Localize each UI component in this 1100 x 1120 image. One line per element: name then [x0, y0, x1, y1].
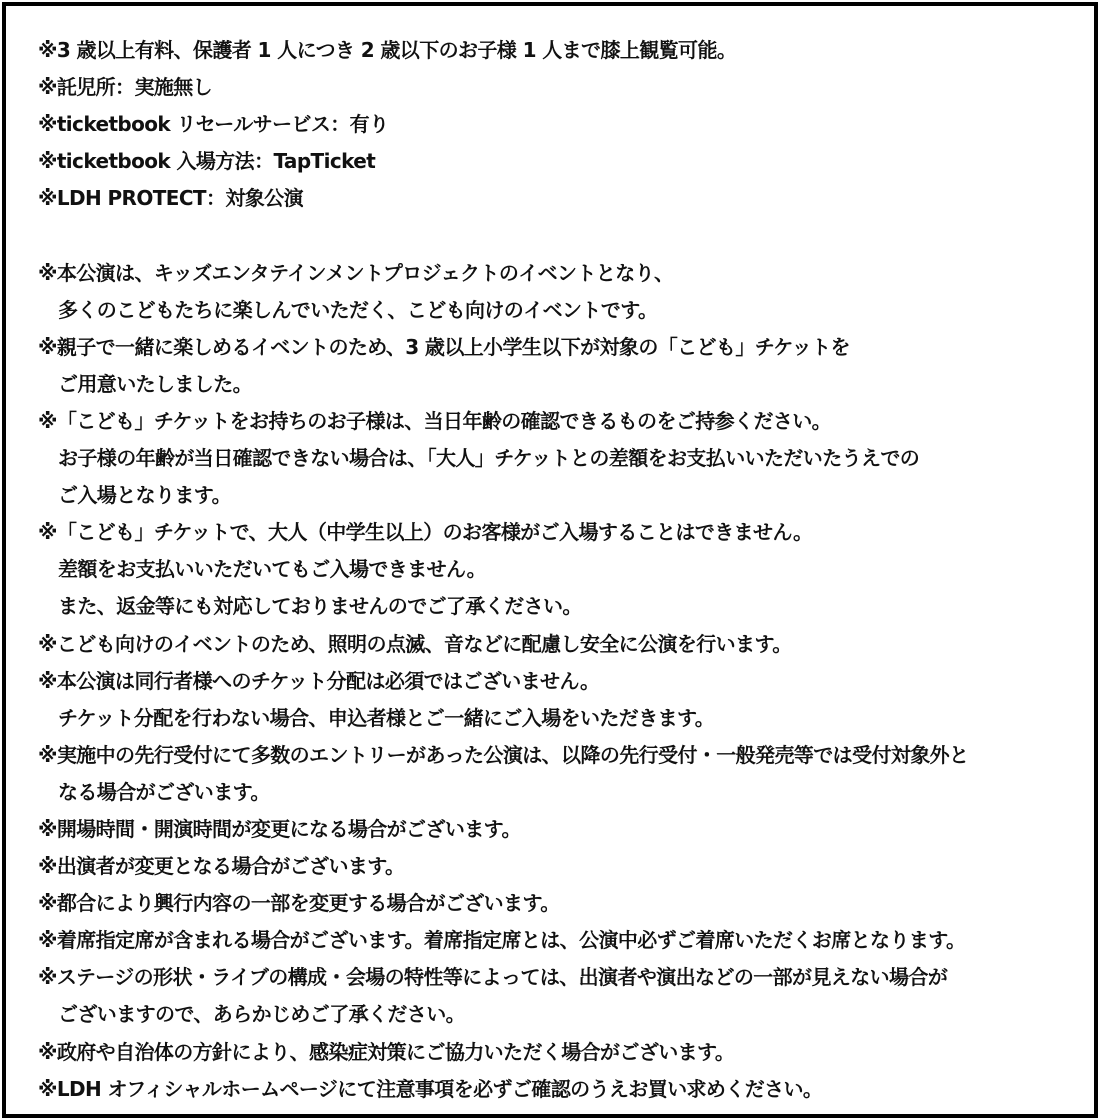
notice-line: ※政府や自治体の方針により、感染症対策にご協力いただく場合がございます。: [38, 1039, 735, 1064]
notice-line-continued: チケット分配を行わない場合、申込者様とご一緒にご入場をいただきます。: [58, 705, 715, 730]
notice-line-continued: 多くのこどもたちに楽しんでいただく、こども向けのイベントです。: [58, 297, 658, 322]
notice-line-continued: また、返金等にも対応しておりませんのでご了承ください。: [58, 594, 582, 619]
notice-list: [38, 32, 1088, 1108]
notice-line-continued: お子様の年齢が当日確認できない場合は、「大人」チケットとの差額をお支払いいただいたうえでの: [58, 446, 920, 471]
notice-line: ※本公演は同行者様へのチケット分配は必須ではございません。: [38, 668, 600, 693]
notice-line: ※こども向けのイベントのため、照明の点滅、音などに配慮し安全に公演を行います。: [38, 631, 792, 656]
notice-line: ※LDH PROTECT：対象公演: [38, 186, 303, 211]
notice-frame: [2, 2, 1098, 1118]
notice-line-continued: ご用意いたしました。: [58, 371, 252, 396]
notice-line: ※出演者が変更となる場合がございます。: [38, 854, 405, 879]
blank-line: [38, 217, 1088, 254]
notice-line: ※託児所：実施無し: [38, 75, 213, 100]
notice-line-continued: ございますので、あらかじめご了承ください。: [58, 1002, 465, 1027]
notice-line: ※3 歳以上有料、保護者 1 人につき 2 歳以下のお子様 1 人まで膝上観覧可能。: [38, 38, 737, 62]
notice-line: ※LDH オフィシャルホームページにて注意事項を必ずご確認のうえお買い求めください。: [38, 1076, 823, 1101]
notice-line: ※ticketbook リセールサービス：有り: [38, 112, 389, 137]
notice-line-continued: ご入場となります。: [58, 483, 231, 508]
notice-line: ※「こども」チケットをお持ちのお子様は、当日年齢の確認できるものをご持参ください。: [38, 408, 832, 433]
notice-line: ※着席指定席が含まれる場合がございます。着席指定席とは、公演中必ずご着席いただくお席となります。: [38, 928, 966, 953]
notice-line: ※開場時間・開演時間が変更になる場合がございます。: [38, 816, 521, 841]
notice-line: ※ステージの形状・ライブの構成・会場の特性等によっては、出演者や演出などの一部が見えない場合が: [38, 965, 948, 990]
notice-line: ※実施中の先行受付にて多数のエントリーがあった公演は、以降の先行受付・一般発売等では受付対象外と: [38, 742, 969, 767]
notice-line: ※都合により興行内容の一部を変更する場合がございます。: [38, 891, 560, 916]
notice-line: ※本公演は、キッズエンタテインメントプロジェクトのイベントとなり、: [38, 260, 674, 285]
notice-line: ※「こども」チケットで、大人（中学生以上）のお客様がご入場することはできません。: [38, 520, 813, 545]
notice-line: ※親子で一緒に楽しめるイベントのため、3 歳以上小学生以下が対象の「こども」チケットを: [38, 334, 850, 359]
notice-line: ※ticketbook 入場方法：TapTicket: [38, 149, 376, 174]
notice-line-continued: なる場合がございます。: [58, 779, 270, 804]
notice-line-continued: 差額をお支払いいただいてもご入場できません。: [58, 557, 486, 582]
